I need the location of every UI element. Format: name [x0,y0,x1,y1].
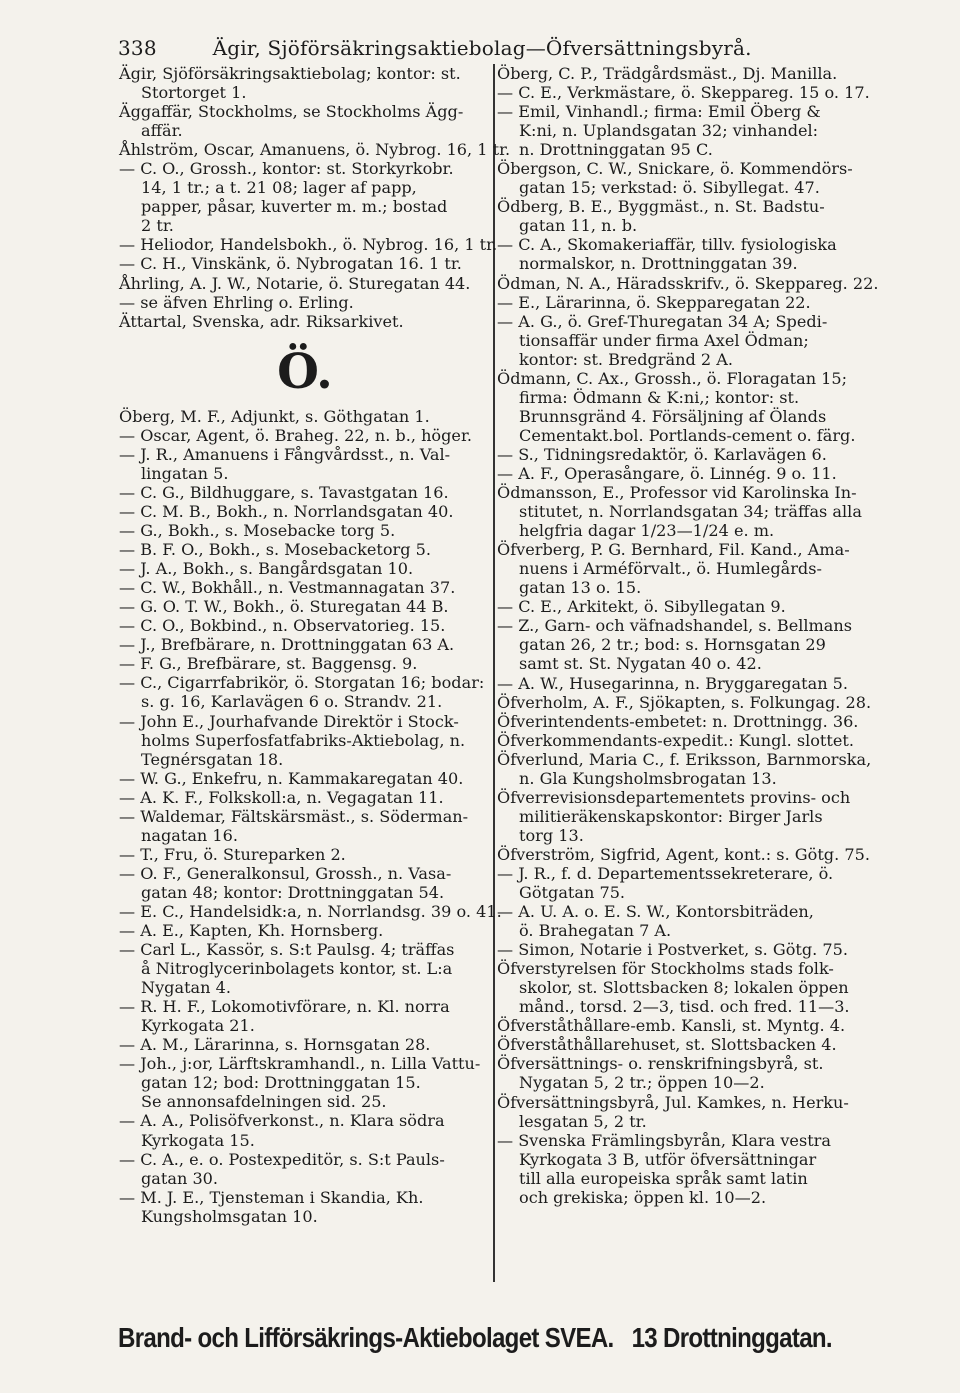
directory-line: Kyrkogata 3 B, utför öfversättningar [519,1149,817,1169]
footer-address: 13 Drottninggatan. [631,1322,832,1353]
directory-line: till alla europeiska språk samt latin [519,1168,808,1188]
directory-line: — Z., Garn- och väfnadshandel, s. Bellmans [497,616,853,636]
directory-line: — C. E., Verkmästare, ö. Skeppareg. 15 o. 17. [497,83,870,103]
directory-line: s. g. 16, Karlavägen 6 o. Strandv. 21. [141,692,443,712]
directory-line: Nygatan 4. [141,978,231,998]
directory-line: — A. W., Husegarinna, n. Bryggaregatan 5. [497,673,849,693]
directory-line: Ödberg, B. E., Byggmäst., n. St. Badstu- [497,197,825,217]
directory-line: — T., Fru, ö. Stureparken 2. [119,844,346,864]
directory-line: — Carl L., Kassör, s. S:t Paulsg. 4; träffas [119,940,455,960]
directory-line: Öbergson, C. W., Snickare, ö. Kommendörs- [497,159,853,179]
directory-line: — J. A., Bokh., s. Bangårdsgatan 10. [119,559,414,579]
directory-line: firma: Ödmann & K:ni,; kontor: st. [519,387,800,407]
directory-line: — C. O., Grossh., kontor: st. Storkyrkobr. [119,159,454,179]
directory-line: — C. M. B., Bokh., n. Norrlandsgatan 40. [119,501,454,521]
directory-line: — A. E., Kapten, Kh. Hornsberg. [119,921,384,941]
directory-line: — C. W., Bokhåll., n. Vestmannagatan 37. [119,578,456,598]
directory-line: — A. K. F., Folkskoll:a, n. Vegagatan 11. [119,787,444,807]
directory-line: — C. A., Skomakeriaffär, tillv. fysiologiska [497,235,837,255]
directory-line: — Simon, Notarie i Postverket, s. Götg. 75. [497,940,849,960]
directory-line: Ödmann, C. Ax., Grossh., ö. Floragatan 15; [497,368,848,388]
directory-line: n. Gla Kungsholmsbrogatan 13. [519,768,777,788]
directory-line: Kungsholmsgatan 10. [141,1206,318,1226]
directory-line: Öfverstyrelsen för Stockholms stads folk- [497,959,834,979]
directory-line: tionsaffär under firma Axel Ödman; [519,330,809,350]
directory-line: Öfverlund, Maria C., f. Eriksson, Barnmorska, [497,749,872,769]
directory-line: — Heliodor, Handelsbokh., ö. Nybrog. 16, 1 tr. [119,235,498,255]
directory-line: lingatan 5. [141,463,229,483]
directory-line: normalskor, n. Drottninggatan 39. [519,254,798,274]
directory-line: Se annonsafdelningen sid. 25. [141,1092,387,1112]
directory-line: Öfverståthållarehuset, st. Slottsbacken 4. [497,1035,837,1055]
directory-line: nuens i Arméförvalt., ö. Humlegårds- [519,559,822,579]
columns [0,64,960,1286]
section-letter: Ö. [277,343,333,400]
directory-line: helgfria dagar 1/23—1/24 e. m. [519,521,775,541]
directory-line: Kyrkogata 15. [141,1130,255,1150]
directory-line: — A. G., ö. Gref-Thuregatan 34 A; Spedi- [497,311,828,331]
directory-line: Åhrling, A. J. W., Notarie, ö. Sturegatan 44. [119,273,471,293]
running-title: Ägir, Sjöförsäkringsaktiebolag—Öfversättningsbyrå. [212,36,752,60]
directory-line: Öfversättningsbyrå, Jul. Kamkes, n. Herku- [497,1092,849,1112]
directory-line: — J. R., Amanuens i Fångvårdsst., n. Val- [119,444,451,464]
directory-line: — J. R., f. d. Departementssekreterare, ö. [497,863,834,883]
directory-line: — Oscar, Agent, ö. Braheg. 22, n. b., höger. [119,425,472,445]
directory-line: Öfverström, Sigfrid, Agent, kont.: s. Götg. 75. [497,844,870,864]
directory-line: — C., Cigarrfabrikör, ö. Storgatan 16; bodar: [119,673,485,693]
directory-line: Cementakt.bol. Portlands-cement o. färg. [519,425,856,445]
directory-line: Öfverståthållare-emb. Kansli, st. Myntg. 4. [497,1016,846,1036]
directory-line: — A. F., Operasångare, ö. Linnég. 9 o. 11. [497,463,837,483]
directory-line: — S., Tidningsredaktör, ö. Karlavägen 6. [497,444,827,464]
directory-line: — G. O. T. W., Bokh., ö. Sturegatan 44 B. [119,597,449,617]
directory-line: och grekiska; öppen kl. 10—2. [519,1187,767,1207]
directory-line: Öfverintendents-embetet: n. Drottningg. 36. [497,711,859,731]
directory-line: kontor: st. Bredgränd 2 A. [519,349,733,369]
directory-line: — C. E., Arkitekt, ö. Sibyllegatan 9. [497,597,786,617]
directory-line: torg 13. [519,825,584,845]
directory-line: — E., Lärarinna, ö. Skepparegatan 22. [497,292,811,312]
directory-line: holms Superfosfatfabriks-Aktiebolag, n. [141,730,466,750]
directory-line: å Nitroglycerinbolagets kontor, st. L:a [141,959,453,979]
directory-line: — G., Bokh., s. Mosebacke torg 5. [119,521,396,541]
directory-line: — F. G., Brefbärare, st. Baggensg. 9. [119,654,418,674]
directory-line: Nygatan 5, 2 tr.; öppen 10—2. [519,1073,765,1093]
directory-line: Öberg, C. P., Trädgårdsmäst., Dj. Manilla. [497,64,838,83]
directory-line: Ödmansson, E., Professor vid Karolinska In- [497,483,857,503]
directory-line: gatan 11, n. b. [519,216,638,236]
directory-line: Ödman, N. A., Häradsskrifv., ö. Skeppareg. 22. [497,273,879,293]
directory-line: — John E., Jourhafvande Direktör i Stock- [119,711,459,731]
directory-line: papper, påsar, kuverter m. m.; bostad [141,197,448,217]
directory-line: Brunnsgränd 4. Försäljning af Ölands [519,406,827,426]
footer-company: Brand- och Lifförsäkrings-Aktiebolaget SVEA. [118,1322,614,1353]
directory-line: — C. H., Vinskänk, ö. Nybrogatan 16. 1 tr. [119,254,462,274]
directory-line: K:ni, n. Uplandsgatan 32; vinhandel: [519,121,819,141]
directory-line: skolor, st. Slottsbacken 8; lokalen öppen [519,978,849,998]
directory-line: — A. M., Lärarinna, s. Hornsgatan 28. [119,1035,431,1055]
directory-line: affär. [141,121,183,141]
page-number: 338 [118,36,157,60]
directory-line: lesgatan 5, 2 tr. [519,1111,647,1131]
directory-line: Öfverberg, P. G. Bernhard, Fil. Kand., Ama- [497,540,850,560]
directory-line: Öfversättnings- o. renskrifningsbyrå, st. [497,1054,824,1074]
directory-line: gatan 15; verkstad: ö. Sibyllegat. 47. [519,178,820,198]
directory-line: — Joh., j:or, Lärftskramhandl., n. Lilla Vattu- [119,1054,481,1074]
directory-line: — M. J. E., Tjensteman i Skandia, Kh. [119,1187,424,1207]
directory-line: Kyrkogata 21. [141,1016,255,1036]
directory-line: gatan 26, 2 tr.; bod: s. Hornsgatan 29 [519,635,826,655]
right-column [497,64,903,1207]
footer-advertisement [118,1322,832,1354]
left-column [119,64,511,1226]
directory-line: 14, 1 tr.; a t. 21 08; lager af papp, [141,178,417,198]
directory-line: — O. F., Generalkonsul, Grossh., n. Vasa- [119,863,452,883]
directory-line: 2 tr. [141,216,174,236]
directory-line: — C. A., e. o. Postexpeditör, s. S:t Pauls- [119,1149,445,1169]
directory-line: militieräkenskapskontor: Birger Jarls [519,806,823,826]
directory-line: — se äfven Ehrling o. Erling. [119,292,354,312]
directory-line: Tegnérsgatan 18. [141,749,284,769]
directory-line: — Waldemar, Fältskärsmäst., s. Söderman- [119,806,469,826]
directory-line: Stortorget 1. [141,83,247,103]
directory-line: — Emil, Vinhandl.; firma: Emil Öberg & [497,102,821,122]
directory-line: Öfverholm, A. F., Sjökapten, s. Folkungag. 28. [497,692,872,712]
directory-line: — A. U. A. o. E. S. W., Kontorsbiträden, [497,902,814,922]
directory-line: Öfverrevisionsdepartementets provins- och [497,787,851,807]
directory-line: — E. C., Handelsidk:a, n. Norrlandsg. 39 o. 41. [119,901,502,921]
directory-line: ö. Brahegatan 7 A. [519,921,672,941]
directory-line: gatan 13 o. 15. [519,578,642,598]
page-header [118,36,920,60]
directory-line: nagatan 16. [141,825,238,845]
directory-line: Götgatan 75. [519,883,626,903]
directory-line: — R. H. F., Lokomotivförare, n. Kl. norra [119,997,450,1017]
directory-line: — J., Brefbärare, n. Drottninggatan 63 A. [119,635,455,655]
directory-line: — C. O., Bokbind., n. Observatorieg. 15. [119,616,446,636]
directory-line: gatan 30. [141,1168,219,1188]
directory-line: gatan 48; kontor: Drottninggatan 54. [141,882,445,902]
directory-line: Öberg, M. F., Adjunkt, s. Göthgatan 1. [119,406,430,426]
directory-line: Ägir, Sjöförsäkringsaktiebolag; kontor: st. [119,64,461,83]
directory-line: samt st. St. Nygatan 40 o. 42. [519,654,762,674]
directory-line: n. Drottninggatan 95 C. [519,140,713,160]
directory-line: stitutet, n. Norrlandsgatan 34; träffas alla [519,502,862,522]
directory-line: Äggaffär, Stockholms, se Stockholms Ägg- [119,102,464,122]
directory-line: gatan 12; bod: Drottninggatan 15. [141,1073,421,1093]
directory-line: — W. G., Enkefru, n. Kammakaregatan 40. [119,768,464,788]
directory-line: — B. F. O., Bokh., s. Mosebacketorg 5. [119,540,431,560]
directory-line: — Svenska Främlingsbyrån, Klara vestra [497,1130,831,1150]
directory-line: månd., torsd. 2—3, tisd. och fred. 11—3. [519,997,850,1017]
directory-line: Ättartal, Svenska, adr. Riksarkivet. [119,311,404,331]
directory-line: — C. G., Bildhuggare, s. Tavastgatan 16. [119,482,449,502]
directory-line: Öfverkommendants-expedit.: Kungl. slottet. [497,730,854,750]
directory-line: Åhlström, Oscar, Amanuens, ö. Nybrog. 16, 1 tr. [119,140,511,160]
directory-line: — A. A., Polisöfverkonst., n. Klara södra [119,1111,445,1131]
